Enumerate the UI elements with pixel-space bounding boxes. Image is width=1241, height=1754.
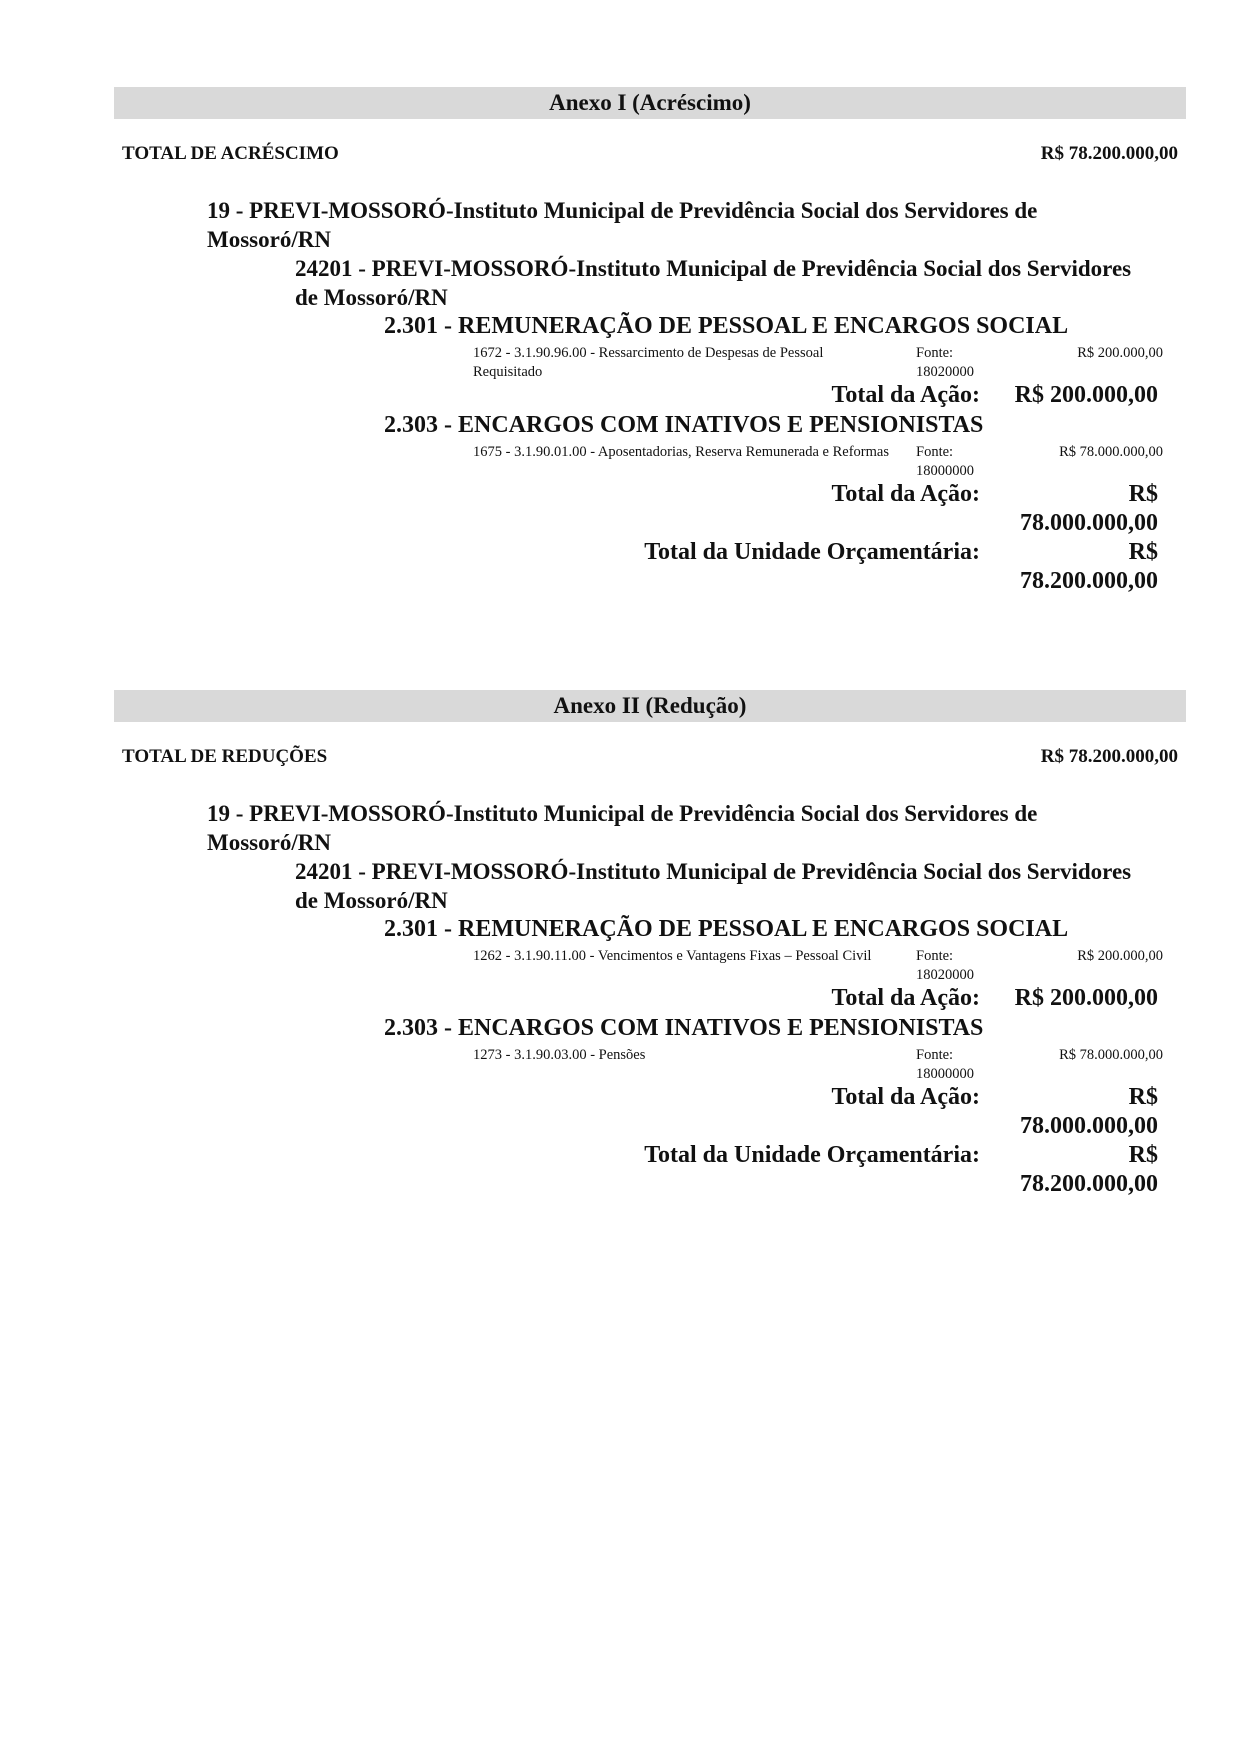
item-description: 1672 - 3.1.90.96.00 - Ressarcimento de Despesas de Pessoal Requisitado bbox=[473, 345, 824, 380]
action-total-label: Total da Ação: bbox=[831, 481, 980, 507]
action-total-value: R$ 200.000,00 bbox=[1014, 382, 1158, 408]
action-title: 2.303 - ENCARGOS COM INATIVOS E PENSIONISTAS bbox=[384, 412, 984, 438]
org-title: 19 - PREVI-MOSSORÓ-Instituto Municipal de Previdência Social dos Servidores de Mossoró/RN bbox=[207, 198, 1038, 252]
item-fonte: Fonte: 18000000 bbox=[916, 1047, 974, 1082]
item-value: R$ 200.000,00 bbox=[1077, 948, 1163, 964]
annex-total-value: R$ 78.200.000,00 bbox=[1040, 746, 1178, 767]
action-total-label: Total da Ação: bbox=[831, 985, 980, 1011]
action-total-label: Total da Ação: bbox=[831, 1084, 980, 1110]
item-description: 1262 - 3.1.90.11.00 - Vencimentos e Vantagens Fixas – Pessoal Civil bbox=[473, 948, 872, 964]
action-total-value: R$ 78.000.000,00 bbox=[1020, 481, 1158, 536]
item-fonte: Fonte: 18020000 bbox=[916, 345, 974, 380]
item-value: R$ 200.000,00 bbox=[1077, 345, 1163, 361]
unit-title: 24201 - PREVI-MOSSORÓ-Instituto Municipal de Previdência Social dos Servidores de Mossoró/RN bbox=[295, 256, 1132, 310]
action-title: 2.303 - ENCARGOS COM INATIVOS E PENSIONISTAS bbox=[384, 1015, 984, 1041]
annex-title: Anexo I (Acréscimo) bbox=[114, 87, 1186, 119]
unit-total-label: Total da Unidade Orçamentária: bbox=[644, 539, 980, 565]
item-description: 1273 - 3.1.90.03.00 - Pensões bbox=[473, 1047, 646, 1063]
org-title: 19 - PREVI-MOSSORÓ-Instituto Municipal de Previdência Social dos Servidores de Mossoró/RN bbox=[207, 801, 1038, 855]
action-total-value: R$ 200.000,00 bbox=[1014, 985, 1158, 1011]
action-total-value: R$ 78.000.000,00 bbox=[1020, 1084, 1158, 1139]
unit-total-value: R$ 78.200.000,00 bbox=[1020, 1142, 1158, 1197]
unit-total-value: R$ 78.200.000,00 bbox=[1020, 539, 1158, 594]
item-value: R$ 78.000.000,00 bbox=[1059, 444, 1163, 460]
annex-total-label: TOTAL DE REDUÇÕES bbox=[122, 746, 328, 767]
item-fonte: Fonte: 18000000 bbox=[916, 444, 974, 479]
action-title: 2.301 - REMUNERAÇÃO DE PESSOAL E ENCARGOS SOCIAL bbox=[384, 313, 1069, 339]
annex-title: Anexo II (Redução) bbox=[114, 690, 1186, 722]
item-value: R$ 78.000.000,00 bbox=[1059, 1047, 1163, 1063]
action-total-label: Total da Ação: bbox=[831, 382, 980, 408]
annex-total-label: TOTAL DE ACRÉSCIMO bbox=[122, 143, 339, 164]
unit-title: 24201 - PREVI-MOSSORÓ-Instituto Municipal de Previdência Social dos Servidores de Mossoró/RN bbox=[295, 859, 1132, 913]
action-title: 2.301 - REMUNERAÇÃO DE PESSOAL E ENCARGOS SOCIAL bbox=[384, 916, 1069, 942]
annex-total-value: R$ 78.200.000,00 bbox=[1040, 143, 1178, 164]
item-description: 1675 - 3.1.90.01.00 - Aposentadorias, Reserva Remunerada e Reformas bbox=[473, 444, 889, 460]
item-fonte: Fonte: 18020000 bbox=[916, 948, 974, 983]
unit-total-label: Total da Unidade Orçamentária: bbox=[644, 1142, 980, 1168]
